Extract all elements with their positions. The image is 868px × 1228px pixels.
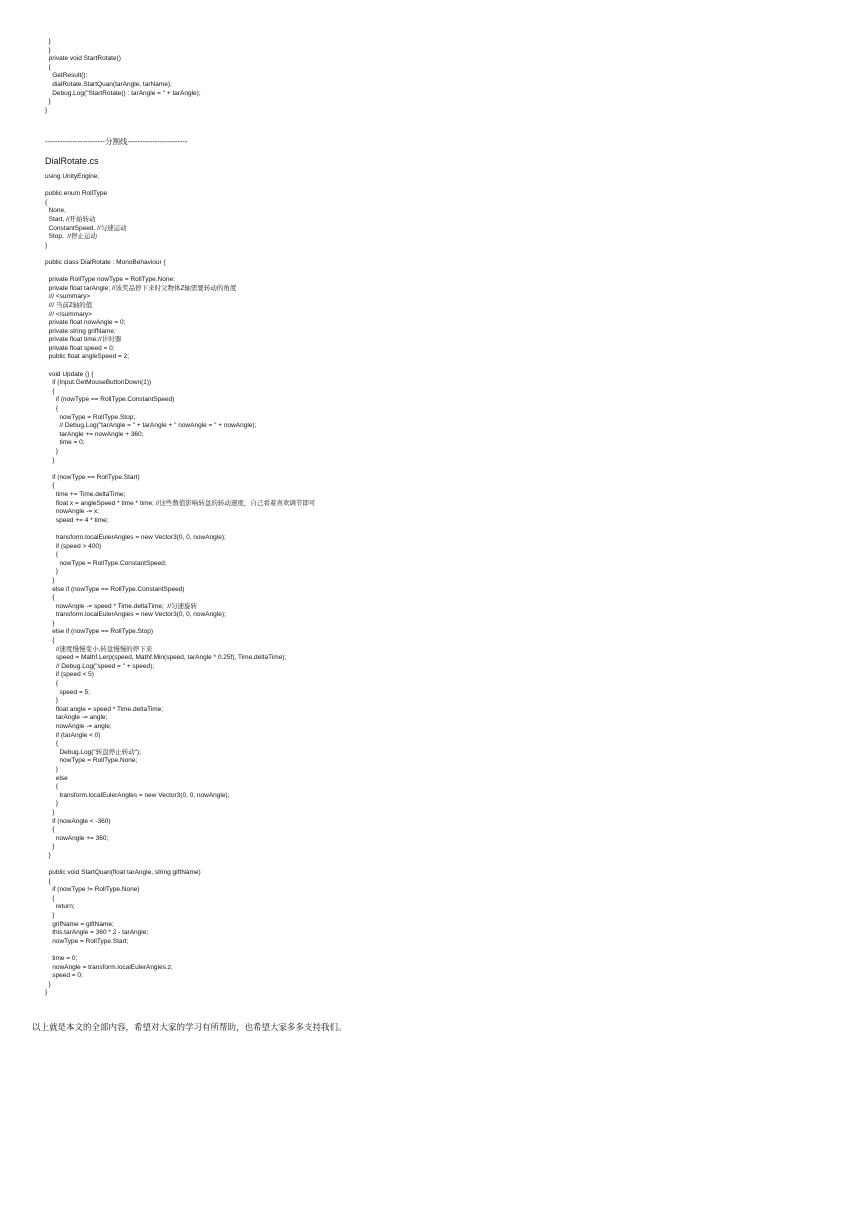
code-block-dial-rotate: using UnityEngine; public enum RollType { None, Start, //开始转动 ConstantSpeed, //匀速运动 Stop, //停止运动 } public class DialRotate : MonoBehaviour { private RollType nowType = RollType.None; private float tarAngle; //该奖品停下来时父物体Z轴需要转动的角度 /// <summary> /// 当前Z轴的值 /// </summary> private float nowAngle = 0; private string grifName; private float time;//计时器 private float speed = 0; public float angleSpeed = 2; void Update () { if (Input.GetMouseButtonDown(1)) { if (nowType == RollType.ConstantSpeed) { nowType = RollType.Stop; // Debug.Log("tarAngle = " + tarAngle + " nowAngle = " + nowAngle); tarAngle += nowAngle + 360; time = 0; } } if (nowType == RollType.Start) { time += Time.deltaTime; float x = angleSpeed * time * time; //这些数值影响转盘的转动速度，自己看着喜欢调节即可 nowAngle -= x; speed += 4 * time; transform.localEulerAngles = new Vector3(0, 0, nowAngle); if (speed > 400) { nowType = RollType.ConstantSpeed; } } else if (nowType == RollType.ConstantSpeed) { nowAngle -= speed * Time.deltaTime; //匀速旋转 transform.localEulerAngles = new Vector3(0, 0, nowAngle); } else if (nowType == RollType.Stop) { //速度慢慢变小,转盘慢慢的停下来 speed = Mathf.Lerp(speed, Mathf.Min(speed, tarAngle * 0.25f), Time.deltaTime); // Debug.Log("speed = " + speed); if (speed < 5) { speed = 5; } float angle = speed * Time.deltaTime; tarAngle -= angle; nowAngle -= angle; if (tarAngle < 0) { Debug.Log("转盘停止转动"); nowType = RollType.None; } else { transform.localEulerAngles = new Vector3(0, 0, nowAngle); } } if (nowAngle < -360) { nowAngle += 360; } } public void StartQuan(float tarAngle, string giftName) { if (nowType != RollType.None) { return; } grifName = giftName; this.tarAngle = 360 * 2 - tarAngle; nowType = RollType.Start; time = 0; nowAngle = transform.localEulerAngles.z; speed = 0; } }	[45, 173, 316, 997]
code-block-start-rotate: } } private void StartRotate() { GetResult(); dialRotate.StartQuan(tarAngle, tarName); Debug.Log("StartRotate() : tarAngle = " + tarAngle); } }	[45, 38, 201, 114]
closing-paragraph: 以上就是本文的全部内容，希望对大家的学习有所帮助，也希望大家多多支持我们。	[32, 1022, 347, 1032]
separator-line: ------------------------分割线------------------------	[45, 137, 188, 146]
file-title: DialRotate.cs	[45, 156, 99, 166]
